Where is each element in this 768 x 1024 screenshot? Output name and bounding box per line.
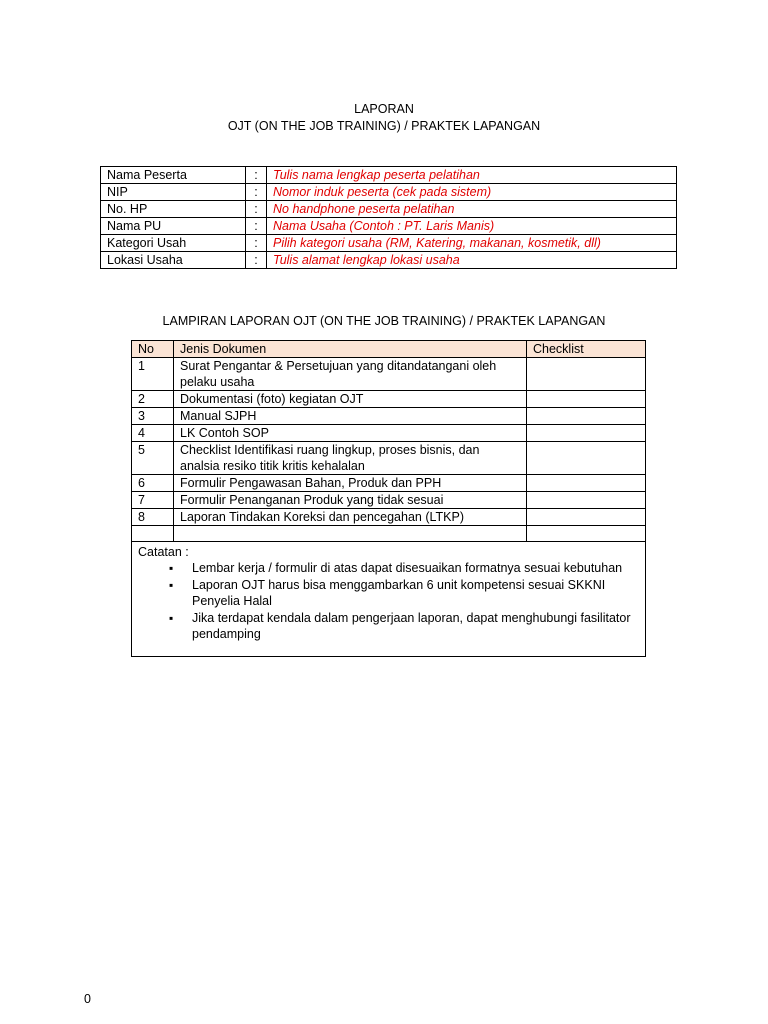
page-number: 0 bbox=[84, 992, 91, 1006]
row-no: 2 bbox=[132, 391, 174, 408]
row-no: 7 bbox=[132, 492, 174, 509]
info-row bbox=[101, 252, 677, 269]
header-jenis-dokumen: Jenis Dokumen bbox=[174, 341, 527, 358]
row-no: 4 bbox=[132, 425, 174, 442]
info-label: NIP bbox=[101, 184, 246, 201]
notes-label: Catatan : bbox=[138, 545, 189, 559]
checklist-cell[interactable] bbox=[527, 425, 646, 442]
header-checklist: Checklist bbox=[527, 341, 646, 358]
row-jenis: Checklist Identifikasi ruang lingkup, proses bisnis, dan analsia resiko titik kritis kehalalan bbox=[174, 442, 527, 475]
report-title: LAPORAN bbox=[354, 102, 414, 116]
empty-cell bbox=[132, 526, 174, 542]
row-no: 5 bbox=[132, 442, 174, 475]
info-row bbox=[101, 218, 677, 235]
document-checklist-table bbox=[131, 340, 646, 657]
table-row bbox=[132, 358, 646, 391]
checklist-cell[interactable] bbox=[527, 475, 646, 492]
checklist-cell[interactable] bbox=[527, 442, 646, 475]
info-colon: : bbox=[246, 235, 267, 252]
lampiran-title: LAMPIRAN LAPORAN OJT (ON THE JOB TRAINING) / PRAKTEK LAPANGAN bbox=[162, 314, 606, 328]
info-colon: : bbox=[246, 184, 267, 201]
info-label: Lokasi Usaha bbox=[101, 252, 246, 269]
row-no: 8 bbox=[132, 509, 174, 526]
checklist-cell[interactable] bbox=[527, 509, 646, 526]
report-subtitle: OJT (ON THE JOB TRAINING) / PRAKTEK LAPANGAN bbox=[227, 119, 541, 133]
notes-cell bbox=[132, 542, 646, 657]
info-value: Tulis alamat lengkap lokasi usaha bbox=[267, 252, 677, 269]
table-row bbox=[132, 425, 646, 442]
row-no: 3 bbox=[132, 408, 174, 425]
info-colon: : bbox=[246, 201, 267, 218]
table-row bbox=[132, 408, 646, 425]
header-no: No bbox=[132, 341, 174, 358]
row-jenis: Laporan Tindakan Koreksi dan pencegahan (LTKP) bbox=[174, 509, 527, 526]
row-jenis: Manual SJPH bbox=[174, 408, 527, 425]
info-colon: : bbox=[246, 252, 267, 269]
info-row bbox=[101, 201, 677, 218]
info-row bbox=[101, 184, 677, 201]
checklist-cell[interactable] bbox=[527, 408, 646, 425]
empty-cell bbox=[174, 526, 527, 542]
note-item: ▪ Laporan OJT harus bisa menggambarkan 6 unit kompetensi sesuai SKKNI Penyelia Halal bbox=[192, 577, 639, 610]
info-colon: : bbox=[246, 218, 267, 235]
info-label: Kategori Usah bbox=[101, 235, 246, 252]
participant-info-table bbox=[100, 166, 677, 269]
info-value: Pilih kategori usaha (RM, Katering, makanan, kosmetik, dll) bbox=[267, 235, 677, 252]
row-jenis: Formulir Penanganan Produk yang tidak sesuai bbox=[174, 492, 527, 509]
info-value: No handphone peserta pelatihan bbox=[267, 201, 677, 218]
table-row bbox=[132, 391, 646, 408]
row-jenis: Dokumentasi (foto) kegiatan OJT bbox=[174, 391, 527, 408]
empty-row bbox=[132, 526, 646, 542]
note-item: ▪ Lembar kerja / formulir di atas dapat disesuaikan formatnya sesuai kebutuhan bbox=[192, 560, 639, 577]
checklist-cell[interactable] bbox=[527, 391, 646, 408]
table-row bbox=[132, 475, 646, 492]
table-row bbox=[132, 509, 646, 526]
info-value: Nama Usaha (Contoh : PT. Laris Manis) bbox=[267, 218, 677, 235]
row-no: 1 bbox=[132, 358, 174, 391]
checklist-cell[interactable] bbox=[527, 358, 646, 391]
table-header-row bbox=[132, 341, 646, 358]
row-no: 6 bbox=[132, 475, 174, 492]
checklist-cell[interactable] bbox=[527, 492, 646, 509]
table-row bbox=[132, 492, 646, 509]
info-colon: : bbox=[246, 167, 267, 184]
info-row bbox=[101, 167, 677, 184]
notes-list bbox=[138, 560, 639, 643]
info-value: Tulis nama lengkap peserta pelatihan bbox=[267, 167, 677, 184]
info-value: Nomor induk peserta (cek pada sistem) bbox=[267, 184, 677, 201]
info-label: No. HP bbox=[101, 201, 246, 218]
table-row bbox=[132, 442, 646, 475]
notes-row bbox=[132, 542, 646, 657]
row-jenis: LK Contoh SOP bbox=[174, 425, 527, 442]
info-label: Nama PU bbox=[101, 218, 246, 235]
row-jenis: Formulir Pengawasan Bahan, Produk dan PPH bbox=[174, 475, 527, 492]
note-item: ▪ Jika terdapat kendala dalam pengerjaan laporan, dapat menghubungi fasilitator pendamping bbox=[192, 610, 639, 643]
row-jenis: Surat Pengantar & Persetujuan yang ditandatangani oleh pelaku usaha bbox=[174, 358, 527, 391]
info-label: Nama Peserta bbox=[101, 167, 246, 184]
empty-cell bbox=[527, 526, 646, 542]
info-row bbox=[101, 235, 677, 252]
